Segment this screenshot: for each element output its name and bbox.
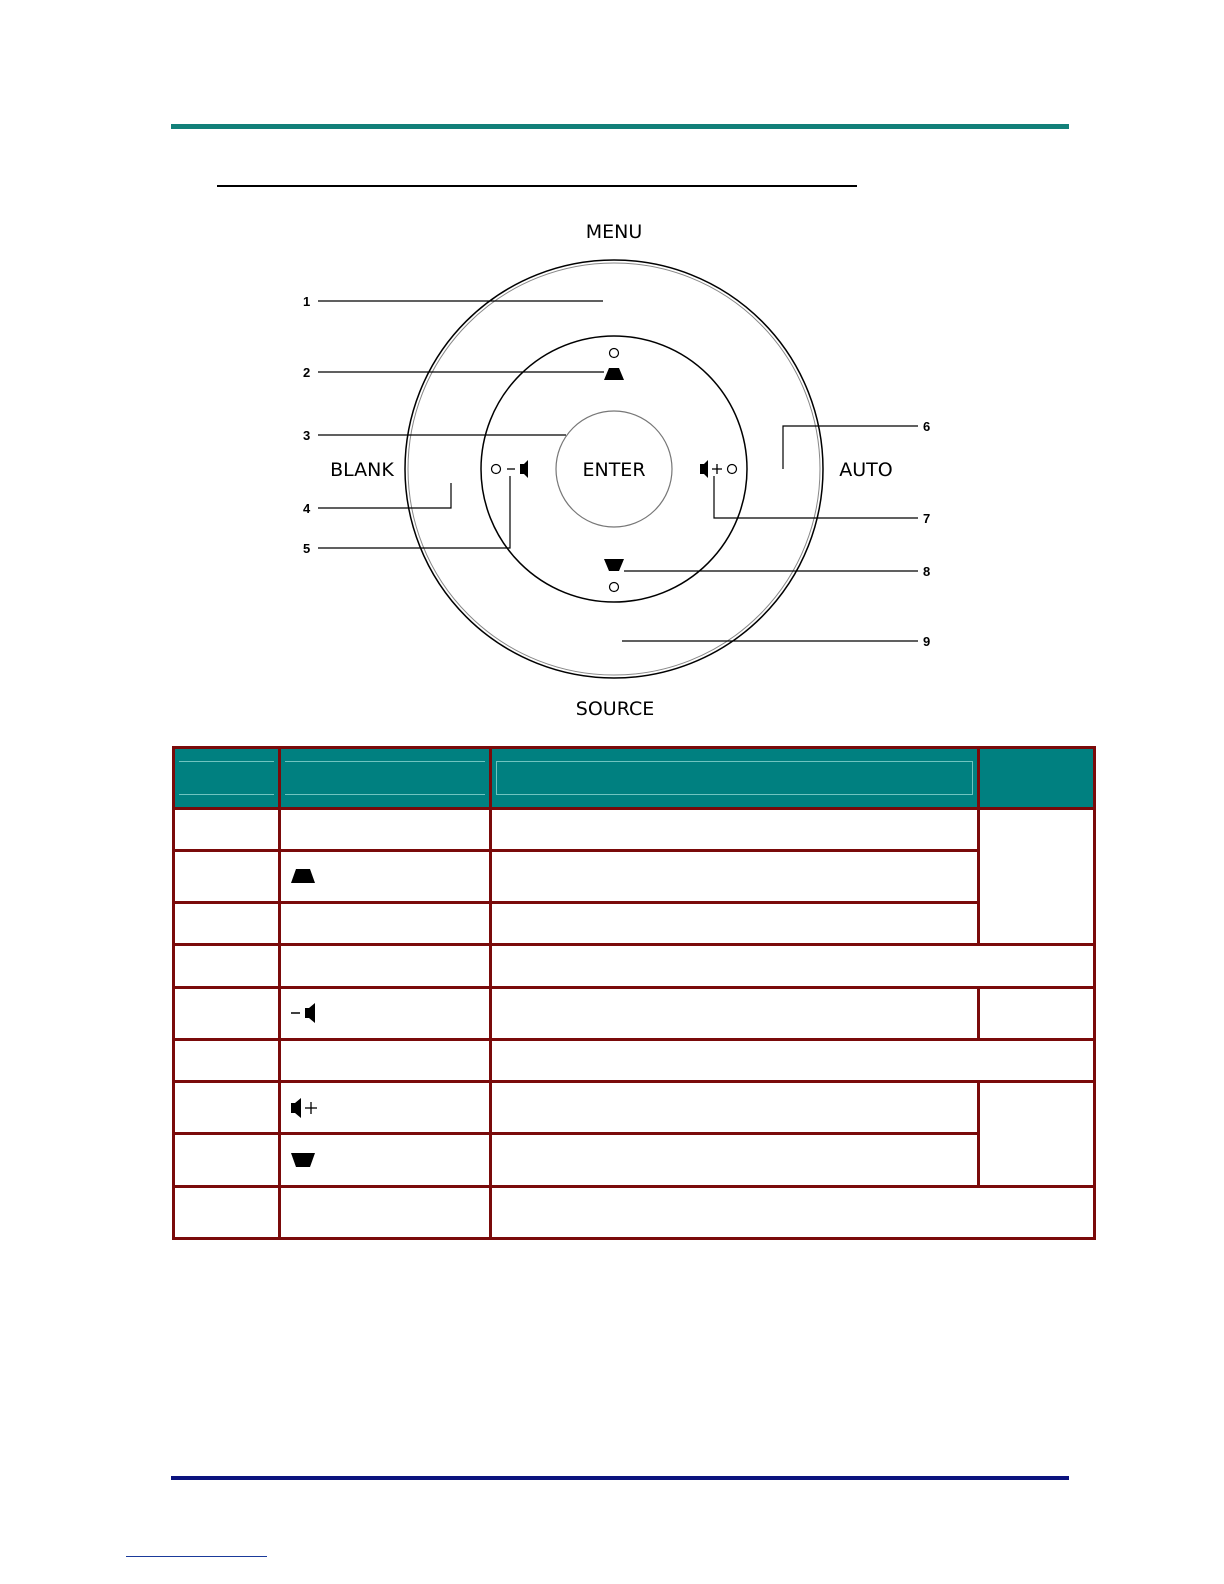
keystone-up-icon	[291, 869, 315, 883]
table-row	[174, 851, 1095, 903]
table-row	[174, 987, 1095, 1039]
footer-rule	[171, 1476, 1069, 1480]
table-cell	[491, 1186, 1095, 1238]
header-cell-item	[174, 748, 280, 809]
table-cell	[280, 903, 491, 945]
table-cell	[174, 987, 280, 1039]
menu-label[interactable]: MENU	[585, 221, 643, 243]
table-cell	[174, 1081, 280, 1133]
callout-8: 8	[923, 564, 931, 579]
table-row	[174, 1134, 1095, 1186]
table-cell	[491, 1081, 979, 1133]
table-row	[174, 903, 1095, 945]
control-keys-table	[172, 746, 1096, 1240]
table-cell	[280, 987, 491, 1039]
table-cell	[174, 903, 280, 945]
table-cell	[174, 851, 280, 903]
source-label[interactable]: SOURCE	[575, 698, 655, 720]
table-cell	[979, 987, 1095, 1039]
led-down	[610, 583, 619, 592]
keystone-up-icon[interactable]	[604, 368, 624, 380]
enter-label[interactable]: ENTER	[582, 459, 646, 481]
table-row	[174, 945, 1095, 987]
callout-3: 3	[303, 428, 311, 443]
volume-up-icon[interactable]	[700, 460, 722, 478]
table-cell	[491, 1039, 1095, 1081]
led-up	[610, 349, 619, 358]
table-cell	[280, 1134, 491, 1186]
callout-1: 1	[303, 294, 311, 309]
table-header-row	[174, 748, 1095, 809]
volume-down-icon	[291, 1003, 319, 1023]
callout-7: 7	[923, 511, 931, 526]
volume-down-icon[interactable]	[507, 460, 528, 478]
footer-link-underline[interactable]	[126, 1556, 267, 1557]
led-right	[728, 465, 737, 474]
header-cell-label	[280, 748, 491, 809]
table-cell	[174, 1039, 280, 1081]
table-cell	[491, 945, 1095, 987]
header-cell-see-page	[979, 748, 1095, 809]
table-cell	[174, 1134, 280, 1186]
auto-label[interactable]: AUTO	[839, 459, 893, 481]
table-cell	[491, 903, 979, 945]
table-cell	[491, 851, 979, 903]
table-cell	[491, 1134, 979, 1186]
callout-6: 6	[923, 419, 931, 434]
callout-5: 5	[303, 541, 311, 556]
table-row	[174, 1081, 1095, 1133]
table-cell	[491, 987, 979, 1039]
keystone-down-icon[interactable]	[604, 559, 624, 571]
table-cell	[979, 809, 1095, 945]
table-cell	[280, 1186, 491, 1238]
blank-label[interactable]: BLANK	[330, 459, 394, 481]
table-cell	[174, 1186, 280, 1238]
table-cell	[280, 945, 491, 987]
table-cell	[280, 1081, 491, 1133]
volume-up-icon	[291, 1098, 319, 1118]
table-cell	[174, 945, 280, 987]
table-row	[174, 809, 1095, 851]
led-left	[492, 465, 501, 474]
header-cell-description	[491, 748, 979, 809]
callout-4: 4	[303, 501, 311, 516]
table-cell	[280, 851, 491, 903]
table-row	[174, 1039, 1095, 1081]
keystone-down-icon	[291, 1153, 315, 1167]
callout-9: 9	[923, 634, 931, 649]
table-cell	[174, 809, 280, 851]
keypad-diagram	[0, 0, 1224, 740]
callout-2: 2	[303, 365, 311, 380]
table-cell	[491, 809, 979, 851]
table-cell	[280, 809, 491, 851]
table-row	[174, 1186, 1095, 1238]
table-cell	[280, 1039, 491, 1081]
table-cell	[979, 1081, 1095, 1186]
